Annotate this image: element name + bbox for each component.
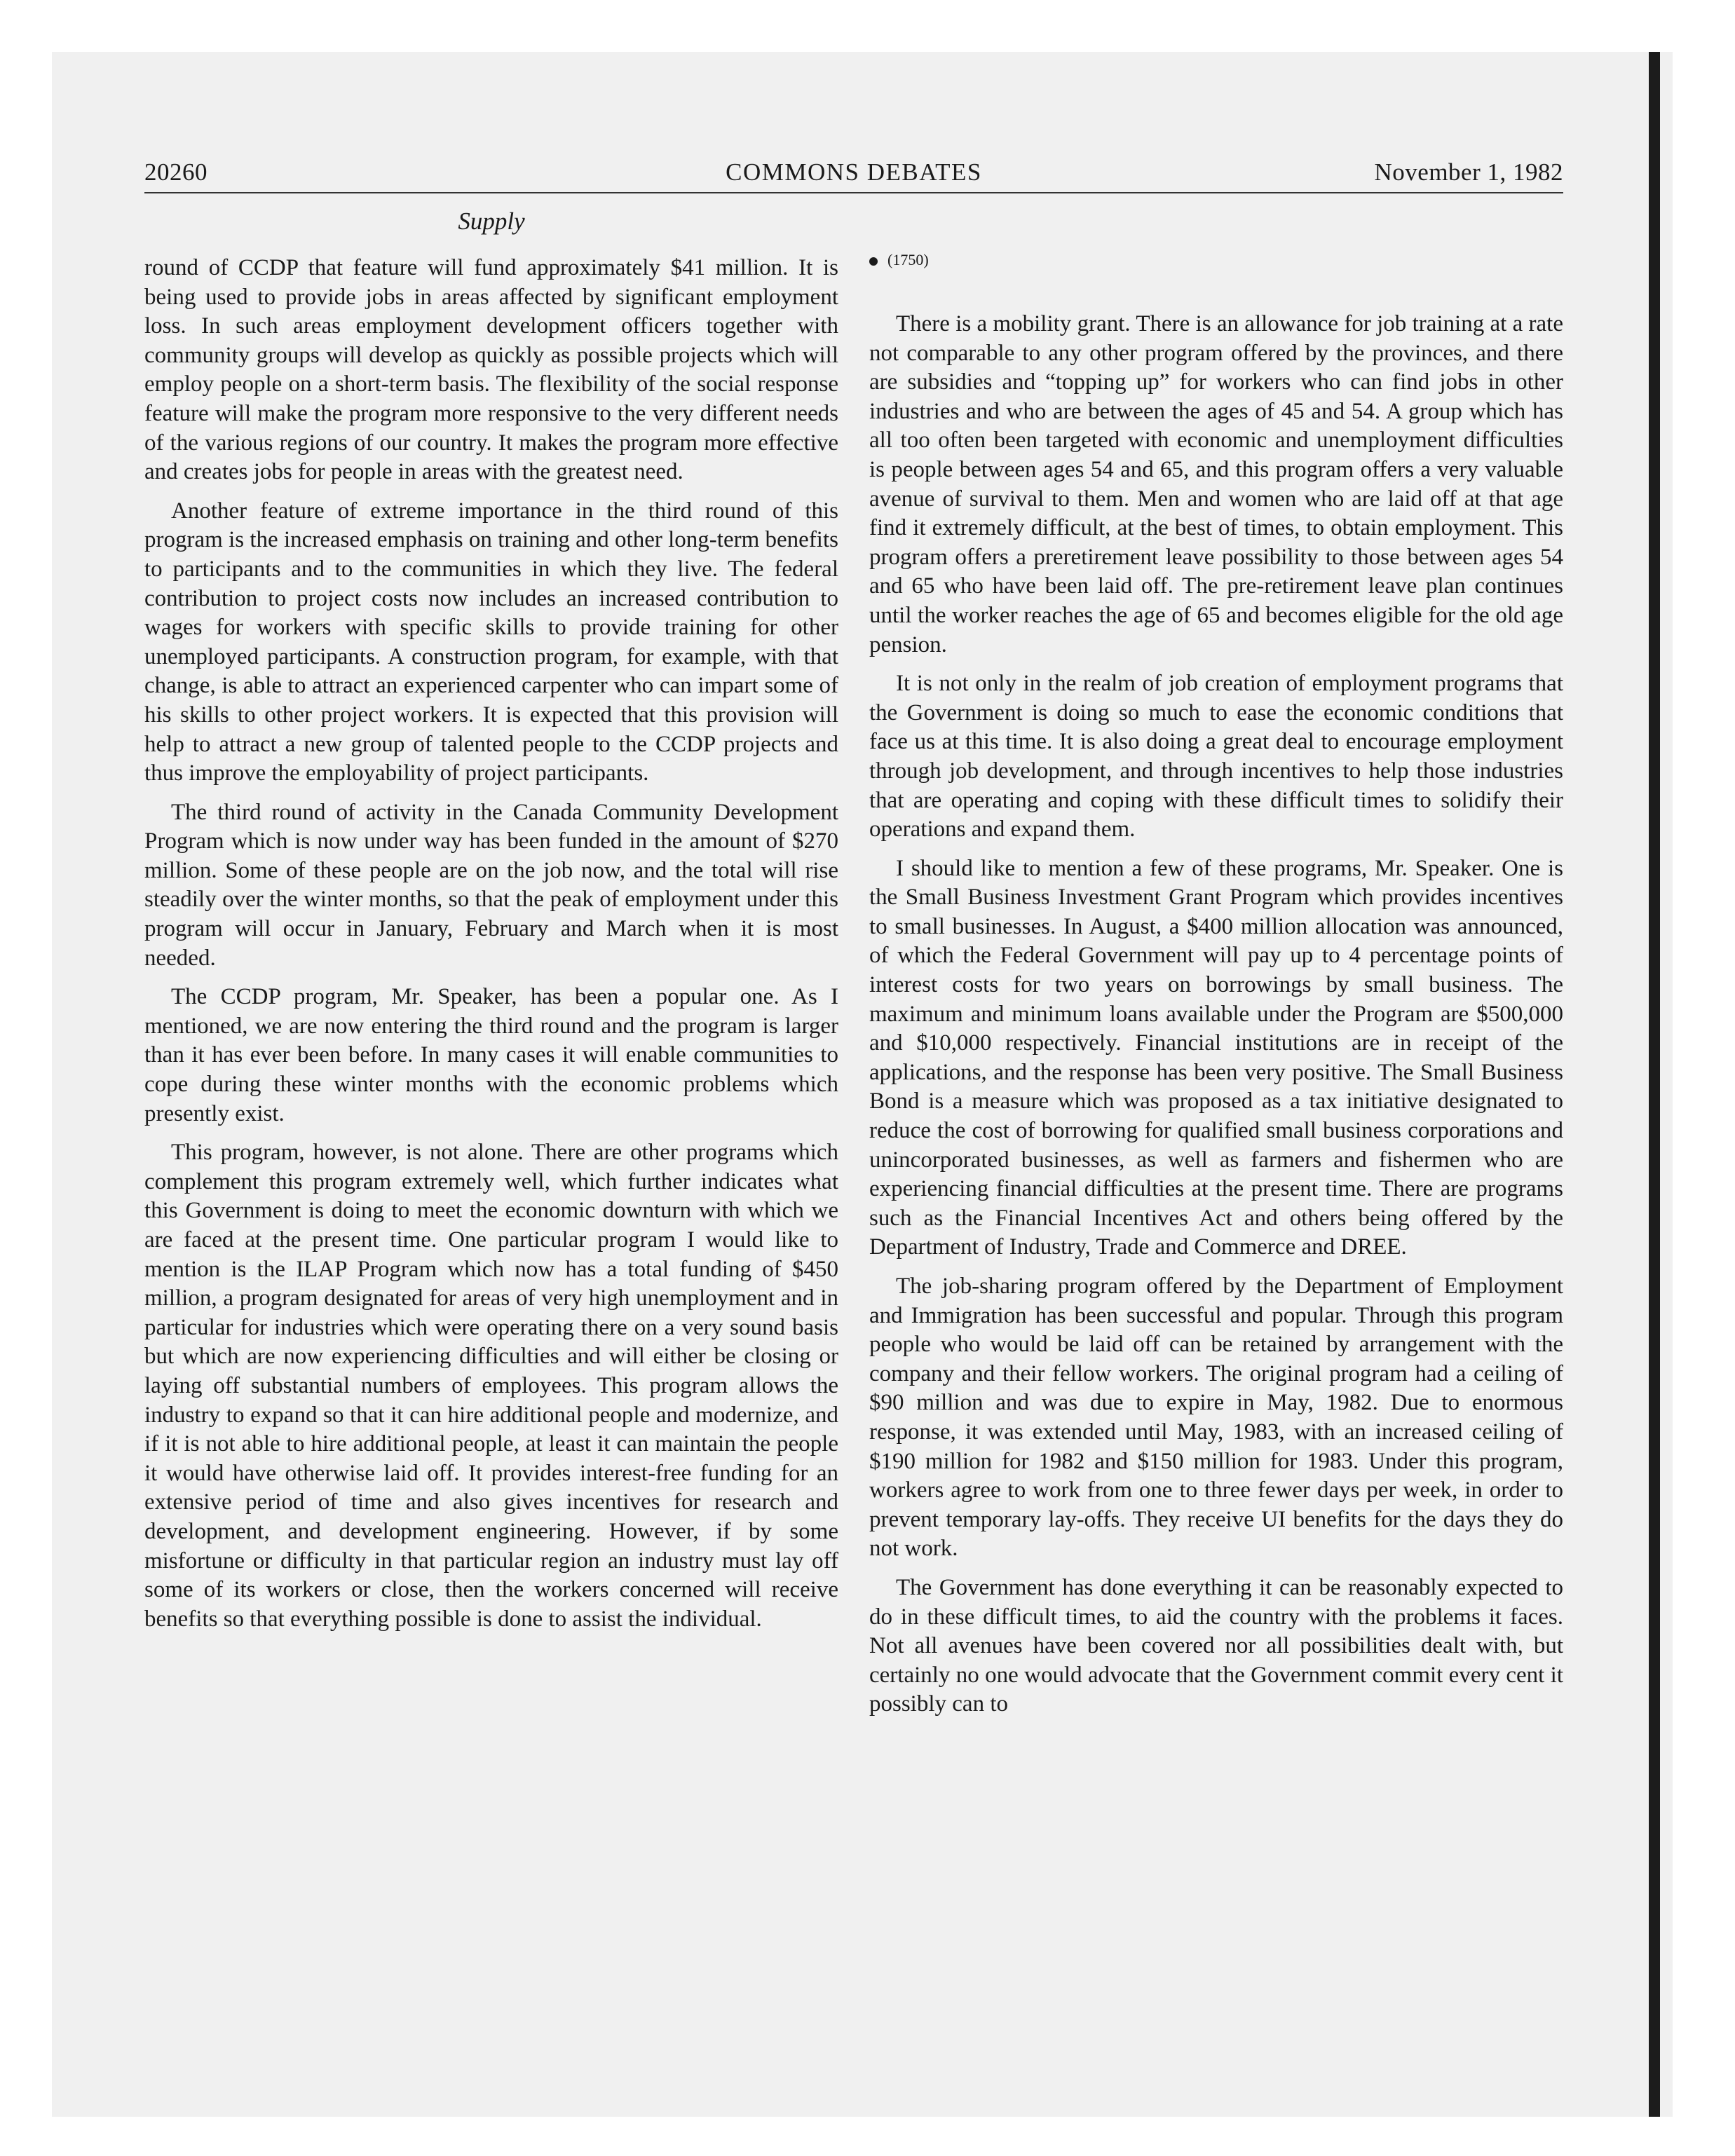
paragraph: I should like to mention a few of these programs, Mr. Speaker. One is the Small Business Investment Grant Program which provides incentives to small businesses. In August, a $400 million allocation was announced, of which the Federal Government will pay up to 4 percentage points of interest costs for two years on borrowings by small business. The maximum and minimum loans available under the Program are $500,000 and $10,000 respectively. Financial institutions are in receipt of the applications, and the response has been very positive. The Small Business Bond is a measure which was proposed as a tax initiative designated to reduce the cost of borrowing for qualified small business corporations and unincorporated businesses, as well as farmers and fishermen who are experiencing financial difficulties at the present time. There are programs such as the Financial Incentives Act and others being offered by the Department of Industry, Trade and Commerce and DREE. [869,855,1563,1260]
bullet-icon [869,257,878,266]
page-header [144,158,1563,195]
publication-title: COMMONS DEBATES [726,158,982,186]
paragraph: It is not only in the realm of job creation of employment programs that the Government is doing so much to ease the economic conditions that face us at this time. It is also doing a great deal to encourage employment through job development, and through incentives to help those industries that are operating and coping with these difficult times to solidify their operations and expand them. [869,671,1563,842]
paragraph: round of CCDP that feature will fund approximately $41 million. It is being used to provide jobs in areas affected by significant employment loss. In such areas employment development officers together with community groups will develop as quickly as possible projects which will employ people on a short-term basis. The flexibility of the social response feature will make the program more responsive to the very different needs of the various regions of our country. It makes the program more effective and creates jobs for people in areas with the greatest need. [144,255,838,485]
time-marker-text: (1750) [887,251,929,268]
paragraph: The Government has done everything it can be reasonably expected to do in these difficult times, to aid the country with the problems it faces. Not all avenues have been covered nor all possibilities dealt with, but certainly no one would advocate that the Government commit every cent it possibly can to [869,1574,1563,1717]
paragraph: This program, however, is not alone. There are other programs which complement this program extremely well, which further indicates what this Government is doing to meet the economic downturn with which we are faced at the present time. One particular program I would like to mention is the ILAP Program which now has a total funding of $450 million, a program designated for areas of very high unemployment and in particular for industries which were operating there on a very sound basis but which are now experiencing difficulties and will either be closing or laying off substantial numbers of employees. This program allows the industry to expand so that it can hire additional people and modernize, and if it is not able to hire additional people, at least it can maintain the people it would have otherwise laid off. It provides interest-free funding for an extensive period of time and also gives incentives for research and development, and development engineering. However, if by some misfortune or difficulty in that particular region an industry must lay off some of its workers or close, then the workers concerned will receive benefits so that everything possible is done to assist the individual. [144,1140,838,1632]
publication-date: November 1, 1982 [1374,158,1563,186]
header-rule [144,192,1563,193]
scan-edge-bar [1649,52,1660,2117]
paragraph: The third round of activity in the Canada Community Development Program which is now under way has been funded in the amount of $270 million. Some of these people are on the job now, and the total will rise steadily over the winter months, so that the peak of employment under this program will occur in January, February and March when it is most needed. [144,799,838,971]
paragraph: The job-sharing program offered by the Department of Employment and Immigration has been successful and popular. Through this program people who would be laid off can be retained by arrangement with the company and their fellow workers. The original program had a ceiling of $90 million and was due to expire in May, 1982. Due to enormous response, it was extended until May, 1983, with an increased ceiling of $190 million for 1982 and $150 million for 1983. Under this program, workers agree to work from one to three fewer days per week, in order to prevent temporary lay-offs. They receive UI benefits for the days they do not work. [869,1274,1563,1562]
section-label: Supply [458,207,525,235]
paragraph: The CCDP program, Mr. Speaker, has been a popular one. As I mentioned, we are now entering the third round and the program is larger than it has ever been before. In many cases it will enable communities to cope during these winter months with the economic problems which presently exist. [144,984,838,1126]
paragraph: Another feature of extreme importance in the third round of this program is the increased emphasis on training and other long-term benefits to participants and to the communities in which they live. The federal contribution to project costs now includes an increased contribution to wages for workers with specific skills to provide training for other unemployed participants. A construction program, for example, with that change, is able to attract an experienced carpenter who can impart some of his skills to other project workers. It is expected that this provision will help to attract a new group of talented people to the CCDP projects and thus improve the employability of project participants. [144,498,838,786]
time-marker [869,250,1563,271]
page-number: 20260 [144,158,207,186]
paragraph: There is a mobility grant. There is an allowance for job training at a rate not comparable to any other program offered by the provinces, and there are subsidies and “topping up” for workers who can find jobs in other industries and who are between the ages of 45 and 54. A group which has all too often been targeted with economic and unemployment difficulties is people between ages 54 and 65, and this program offers a very valuable avenue of survival to them. Men and women who are laid off at that age find it extremely difficult, at the best of times, to obtain employment. This program offers a preretirement leave possibility to those between ages 54 and 65 who have been laid off. The pre-retirement leave plan continues until the worker reaches the age of 65 and becomes eligible for the old age pension. [869,311,1563,657]
right-column [869,250,1563,1729]
left-column [144,254,838,1644]
